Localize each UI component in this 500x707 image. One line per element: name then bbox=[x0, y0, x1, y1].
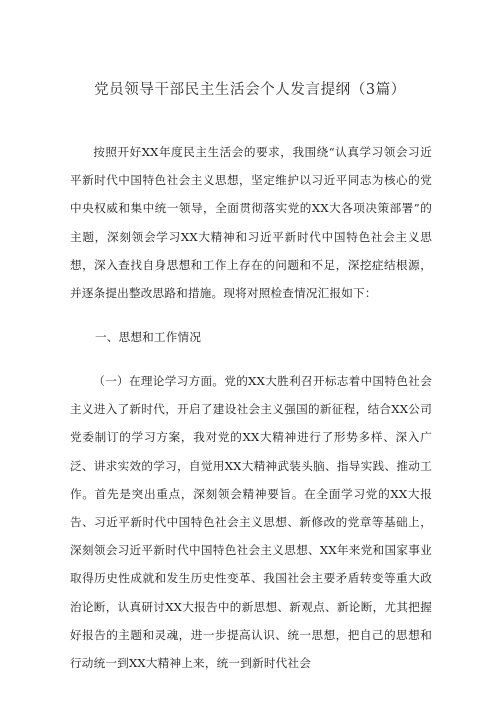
intro-paragraph: 按照开好XX年度民主生活会的要求，我围绕“认真学习领会习近平新时代中国特色社会主义思想，坚定维护以习近平同志为核心的党中央权威和集中统一领导，全面贯彻落实党的XX大各项决策部署”的主题，深刻领会学习XX大精神和习近平新时代中国特色社会主义思想，深入查找自身思想和工作上存在的问题和不足，深挖症结根源，并逐条提出整改思路和措施。现将对照检查情况汇报如下： bbox=[70, 145, 432, 301]
document-title: 党员领导干部民主生活会个人发言提纲（3篇） bbox=[94, 82, 406, 98]
section-heading: 一、思想和工作情况 bbox=[95, 330, 202, 344]
section-body-paragraph: （一）在理论学习方面。党的XX大胜利召开标志着中国特色社会主义进入了新时代，开启了建设社会主义强国的新征程，结合XX公司党委制订的学习方案，我对党的XX大精神进行了形势多样、深入广泛、讲求实效的学习，自觉用XX大精神武装头脑、指导实践、推动工作。首先是突出重点，深刻领会精神要旨。在全面学习党的XX大报告、习近平新时代中国特色社会主义思想、新修改的党章等基础上，深刻领会习近平新时代中国特色社会主义思想、XX年来党和国家事业取得历史性成就和发生历史性变革、我国社会主要矛盾转变等重大政治论断，认真研讨XX大报告中的新思想、新观点、新论断，尤其把握好报告的主题和灵魂，进一步提高认识、统一思想，把自己的思想和行动统一到XX大精神上来，统一到新时代社会 bbox=[70, 374, 432, 671]
